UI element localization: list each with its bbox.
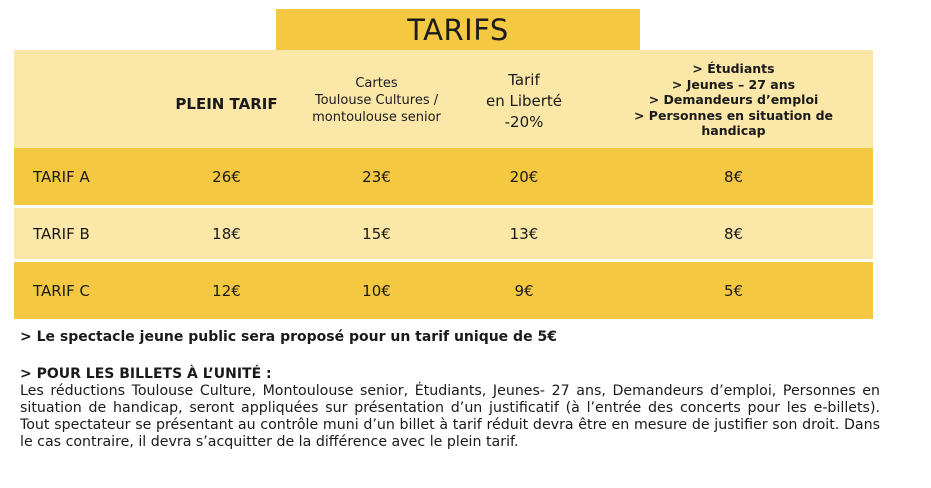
row-label: TARIF A [33,167,90,186]
jeune-public-note: > Le spectacle jeune public sera proposé pour un tarif unique de 5€ [20,329,557,345]
price-reduit: 5€ [723,281,744,300]
price-cartes: 10€ [362,281,391,300]
table-row [14,148,873,205]
header-cartes-line: montoulouse senior [312,109,441,125]
price-plein: 26€ [212,167,241,186]
table-header-row [14,50,873,148]
header-cartes-line: Toulouse Cultures / [314,92,439,108]
header-reduit-line: handicap [701,123,766,139]
tarifs-table [14,50,873,319]
reductions-paragraph: Les réductions Toulouse Culture, Montoulouse senior, Étudiants, Jeunes- 27 ans, Demandeurs d’emploi, Personnes en situation de handicap, seront appliquées sur présentation d’un justificatif (à l’entrée des concerts pour les e-billets). Tout spectateur se présentant au contrôle muni d’un billet à tarif réduit devra être en mesure de justifier son droit. Dans le cas contraire, il devra s’acquitter de la différence avec le plein tarif. [20,383,880,450]
header-reduit-line: > Jeunes – 27 ans [671,76,796,92]
price-plein: 18€ [212,224,241,243]
header-cartes-line: Cartes [355,75,398,91]
header-reduit-line: > Personnes en situation de [633,107,833,123]
tarifs-title-banner [276,9,640,50]
price-cartes: 23€ [362,167,391,186]
header-liberte-line: Tarif [508,70,540,89]
table-row [14,208,873,259]
row-label: TARIF B [33,224,90,243]
header-reduit-line: > Étudiants [692,61,775,77]
header-liberte-line: en Liberté [485,91,563,110]
table-row [14,262,873,319]
price-liberte: 13€ [509,224,539,243]
price-liberte: 9€ [514,281,534,300]
price-reduit: 8€ [723,224,744,243]
price-cartes: 15€ [362,224,391,243]
header-plein-tarif: PLEIN TARIF [175,95,278,113]
price-plein: 12€ [212,281,241,300]
price-reduit: 8€ [723,167,744,186]
page-title: TARIFS [407,12,509,47]
price-liberte: 20€ [509,167,539,186]
billets-unite-heading: > POUR LES BILLETS À L’UNITÉ : [20,366,272,382]
header-liberte-line: -20% [504,112,544,131]
header-reduit-line: > Demandeurs d’emploi [648,92,819,108]
header-tarif-reduit [594,59,873,139]
row-label: TARIF C [33,281,90,300]
header-tarif-liberte [454,66,594,133]
header-cartes [299,73,454,126]
